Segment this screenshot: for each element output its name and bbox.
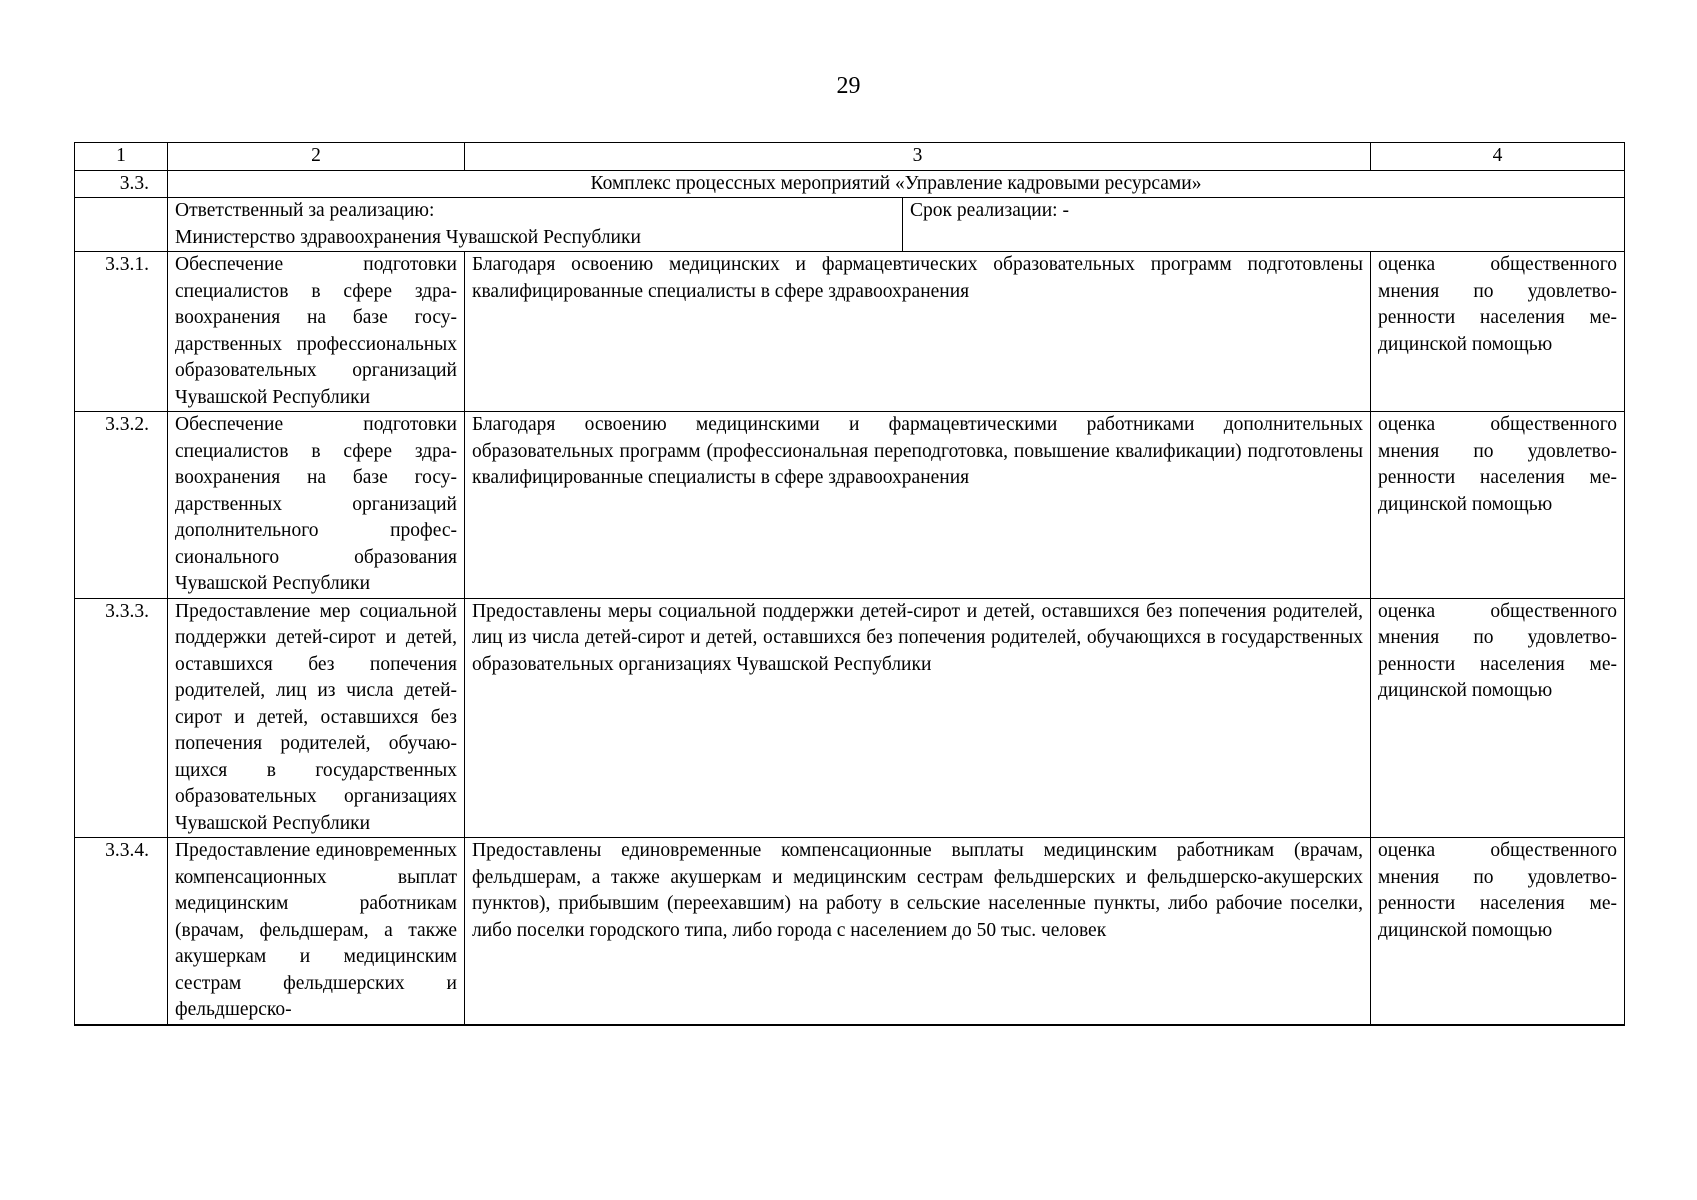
page-number: 29 bbox=[836, 73, 861, 99]
responsible-label: Ответственный за реализацию: bbox=[175, 200, 435, 221]
table-row bbox=[75, 838, 1625, 1025]
responsible-cell bbox=[168, 198, 1625, 252]
section-title-row bbox=[75, 170, 1625, 198]
responsible-value: Министерство здравоохранения Чувашской Республики bbox=[175, 226, 641, 248]
result-cell: Благодаря освоению медицинских и фармацевтических образовательных программ подготовлены квалифицированные специалисты в сфере здравоохранения bbox=[465, 252, 1371, 412]
row-number: 3.3.1. bbox=[75, 252, 168, 412]
task-cell: Обеспечение подготовки специалистов в сфере здравоохранения на базе государственных профессиональных образовательных организаций Чувашской Республики bbox=[168, 252, 465, 412]
header-col-2: 2 bbox=[168, 143, 465, 171]
indicator-cell: оценка общественного мнения по удовлетворенности населения медицинской помощью bbox=[1371, 412, 1625, 599]
term-label: Срок реализации: - bbox=[902, 198, 1624, 251]
header-col-1: 1 bbox=[75, 143, 168, 171]
result-cell: Предоставлены единовременные компенсационные выплаты медицинским работникам (врачам, фельдшерам, а также акушеркам и медицинским сестрам фельдшерских и фельдшерско-акушерских пунктов), прибывшим (переехавшим) на работу в сельские населенные пункты, либо рабочие поселки, либо поселки городского типа, либо города с населением до 50 тыс. человек bbox=[465, 838, 1371, 1025]
responsible-block bbox=[168, 198, 902, 251]
measures-table bbox=[74, 142, 1625, 1026]
table-header-row bbox=[75, 143, 1625, 171]
indicator-cell: оценка общественного мнения по удовлетворенности населения медицинской помощью bbox=[1371, 598, 1625, 838]
table-row bbox=[75, 252, 1625, 412]
indicator-cell: оценка общественного мнения по удовлетворенности населения медицинской помощью bbox=[1371, 838, 1625, 1025]
table-row bbox=[75, 412, 1625, 599]
table-row bbox=[75, 598, 1625, 838]
result-cell: Предоставлены меры социальной поддержки детей-сирот и детей, оставшихся без попечения родителей, лиц из числа детей-сирот и детей, оставшихся без попечения родителей, обучающихся в государственных образовательных организациях Чувашской Республики bbox=[465, 598, 1371, 838]
header-col-3: 3 bbox=[465, 143, 1371, 171]
section-number: 3.3. bbox=[75, 170, 168, 198]
section-responsible-row bbox=[75, 198, 1625, 252]
section-title: Комплекс процессных мероприятий «Управление кадровыми ресурсами» bbox=[168, 170, 1625, 198]
task-cell: Предоставление мер социальной поддержки детей-сирот и детей, оставшихся без попечения родителей, лиц из числа детей-сирот и детей, оставшихся без попечения родителей, обучающихся в государственных образовательных организациях Чувашской Республики bbox=[168, 598, 465, 838]
result-cell: Благодаря освоению медицинскими и фармацевтическими работниками дополнительных образовательных программ (профессиональная переподготовка, повышение квалификации) подготовлены квалифицированные специалисты в сфере здравоохранения bbox=[465, 412, 1371, 599]
empty-cell bbox=[75, 198, 168, 252]
task-cell: Обеспечение подготовки специалистов в сфере здравоохранения на базе государственных организаций дополнительного профессионального образования Чувашской Республики bbox=[168, 412, 465, 599]
task-cell: Предоставление единовременных компенсационных выплат медицинским работникам (врачам, фельдшерам, а также акушеркам и медицинским сестрам фельдшерских и фельдшерско- bbox=[168, 838, 465, 1025]
row-number: 3.3.2. bbox=[75, 412, 168, 599]
indicator-cell: оценка общественного мнения по удовлетворенности населения медицинской помощью bbox=[1371, 252, 1625, 412]
row-number: 3.3.3. bbox=[75, 598, 168, 838]
row-number: 3.3.4. bbox=[75, 838, 168, 1025]
header-col-4: 4 bbox=[1371, 143, 1625, 171]
